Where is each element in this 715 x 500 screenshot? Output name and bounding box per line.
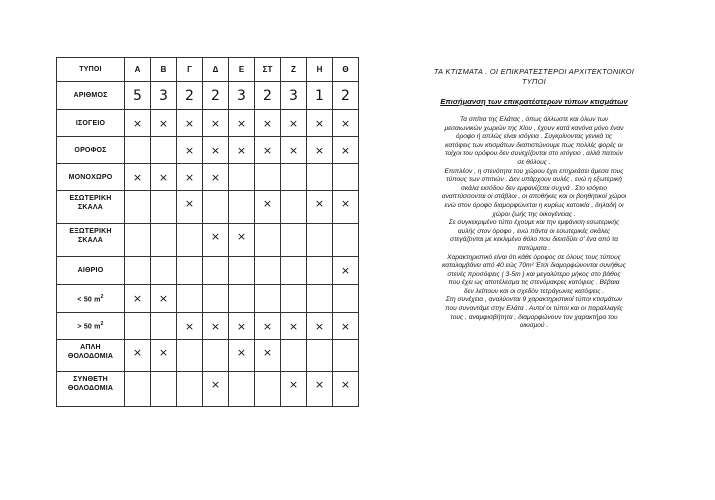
mark-cell (281, 224, 307, 257)
count-cell: 1 (307, 82, 333, 110)
mark-cell (229, 191, 255, 224)
mark-cell (307, 164, 333, 191)
table-row-isogeio (57, 110, 359, 137)
mark-cell: × (203, 110, 229, 137)
row-label-line: ΕΣΩΤΕΡΙΚΗ (69, 195, 112, 202)
count-cell: 3 (151, 82, 177, 110)
mark-cell: × (255, 191, 281, 224)
mark-cell: × (151, 285, 177, 313)
type-header-cell: Γ (177, 58, 203, 82)
mark-cell (333, 164, 359, 191)
count-cell: 2 (203, 82, 229, 110)
mark-cell (125, 257, 151, 285)
mark-cell (255, 372, 281, 407)
mark-cell (177, 372, 203, 407)
row-label-text: ΑΙΘΡΙΟ (77, 267, 104, 274)
body-text-line: χώροι ζωής της οικογένειας . (492, 210, 576, 218)
count-cell: 5 (125, 82, 151, 110)
body-text-line: σε θόλους . (517, 158, 551, 166)
count-cell: 3 (281, 82, 307, 110)
mark-cell (203, 285, 229, 313)
count-cell: 2 (333, 82, 359, 110)
mark-cell: × (333, 313, 359, 340)
mark-cell (255, 224, 281, 257)
mark-cell: × (281, 110, 307, 137)
row-label (57, 164, 125, 191)
mark-cell: × (255, 340, 281, 372)
body-text-line: Τα σπίτια της Ελάτας , όπως άλλωστε και όλων των (459, 116, 609, 123)
mark-cell (307, 257, 333, 285)
mark-cell: × (307, 313, 333, 340)
count-cell: 3 (229, 82, 255, 110)
mark-cell: × (203, 137, 229, 164)
body-text-line: τους , αναμφισβήτητα , διαμορφώνουν τον χαρακτήρα του (450, 313, 618, 321)
body-text-line: Επιπλέον , η στενότητα του χώρου έχει επηρεάσει άμεσα τους (444, 167, 624, 175)
mark-cell: × (125, 110, 151, 137)
body-text-line: σκάλα εισόδου δεν εμφανίζεται συχνά . Στο ισόγειο (460, 184, 608, 192)
row-label (57, 110, 125, 137)
body-text-line: κατόψεις των κτισμάτων διαπιστώνουμε πως πολλές φορές οι (445, 141, 623, 149)
mark-cell: × (229, 340, 255, 372)
mark-cell (177, 340, 203, 372)
mark-cell: × (203, 313, 229, 340)
row-label-sup: 2 (100, 293, 104, 300)
mark-cell: × (151, 164, 177, 191)
table-row-aithrio (57, 257, 359, 285)
table-row-syntheti-tholodomia (57, 372, 359, 407)
table-row-gt50 (57, 313, 359, 340)
section-subtitle: Επισήμανση των επικρατέστερων τύπων κτισμάτων (440, 97, 628, 106)
row-label (57, 224, 125, 257)
mark-cell (177, 257, 203, 285)
building-types-table (56, 57, 359, 407)
row-label-line: ΘΟΛΟΔΟΜΙΑ (67, 385, 114, 392)
mark-cell (125, 137, 151, 164)
body-text-line: τύπους των σπιτιών . Δεν υπάρχουν αυλές , ενώ η εξωτερική (446, 176, 622, 184)
mark-cell (281, 164, 307, 191)
mark-cell (177, 224, 203, 257)
row-label-text: < 50 m (77, 296, 101, 304)
mark-cell: × (229, 224, 255, 257)
mark-cell: × (177, 110, 203, 137)
mark-cell (229, 257, 255, 285)
count-cell: 2 (255, 82, 281, 110)
mark-cell (281, 340, 307, 372)
body-text-line: Στη συνέχεια , αναλύονται 9 χαρακτηριστικοί τύποι κτισμάτων (445, 296, 623, 304)
row-label (57, 257, 125, 285)
body-text-line: οικισμού . (519, 322, 549, 330)
table-row-arithmos (57, 82, 359, 110)
mark-cell: × (177, 164, 203, 191)
body-text (405, 116, 663, 331)
row-label (57, 372, 125, 407)
body-text-line: Χαρακτηριστικό είναι ότι κάθε όροφος σε όλους τους τύπους (447, 253, 621, 261)
row-label-line: ΣΥΝΘΕΤΗ (73, 376, 108, 383)
row-label-line: ΣΚΑΛΑ (77, 237, 104, 244)
mark-cell (281, 285, 307, 313)
table-row-lt50 (57, 285, 359, 313)
mark-cell: × (333, 191, 359, 224)
mark-cell (203, 191, 229, 224)
row-label-sup: 2 (100, 321, 104, 328)
row-label-line: ΣΚΑΛΑ (77, 204, 104, 211)
mark-cell (229, 285, 255, 313)
mark-cell: × (151, 110, 177, 137)
mark-cell (307, 224, 333, 257)
body-text-line: πατώματα . (517, 244, 551, 252)
mark-cell (203, 257, 229, 285)
type-header-cell: Ε (229, 58, 255, 82)
type-header-cell: ΣΤ (255, 58, 281, 82)
body-text-line: αναπτύσσονται οι στάβλοι , οι αποθήκες και οι βοηθητικοί χώροι (441, 193, 627, 201)
mark-cell (125, 191, 151, 224)
mark-cell: × (307, 191, 333, 224)
mark-cell: × (177, 313, 203, 340)
mark-cell: × (255, 313, 281, 340)
row-label (57, 82, 125, 110)
row-label-line: ΘΟΛΟΔΟΜΙΑ (67, 353, 114, 360)
body-text-line: μεσαιωνικών χωριών της Χίου , έχουν κατά κανόνα μόνο έναν (444, 124, 624, 132)
type-header-cell: Θ (333, 58, 359, 82)
row-label (57, 285, 125, 313)
row-label-text: ΙΣΟΓΕΙΟ (75, 119, 106, 127)
body-text-line: στεγάζονται με κεκλιμένο θόλο που διεισδύει σ' ένα από τα (449, 236, 619, 244)
mark-cell: × (229, 313, 255, 340)
mark-cell: × (333, 257, 359, 285)
body-text-line: καταλαμβάνει από 40 εώς 70m² Έτσι διαμορφώνονται συνήθως (442, 262, 626, 270)
mark-cell: × (177, 137, 203, 164)
table-row-exwteriki-skala (57, 224, 359, 257)
table-row-eswteriki-skala (57, 191, 359, 224)
section-title-line: ΤΑ ΚΤΙΣΜΑΤΑ . ΟΙ ΕΠΙΚΡΑΤΕΣΤΕΡΟΙ ΑΡΧΙΤΕΚΤΟΝΙΚΟΙ (433, 67, 635, 76)
row-label (57, 137, 125, 164)
mark-cell: × (333, 137, 359, 164)
mark-cell: × (151, 340, 177, 372)
table-row-apli-tholodomia (57, 340, 359, 372)
row-label (57, 191, 125, 224)
mark-cell (151, 313, 177, 340)
body-text-line: αυλής στον όροφο , ενώ πάντα οι εσωτερικές σκάλες (457, 227, 611, 235)
row-label-text: > 50 m (77, 323, 101, 331)
mark-cell: × (281, 372, 307, 407)
section-title-line: ΤΥΠΟΙ (521, 77, 547, 86)
mark-cell (177, 285, 203, 313)
mark-cell: × (281, 313, 307, 340)
text-panel (405, 67, 663, 331)
mark-cell (125, 372, 151, 407)
row-label (57, 340, 125, 372)
mark-cell: × (229, 137, 255, 164)
body-text-line: που έχει ως αποτέλεσμα τις στενόμακρες κατόψεις . Βέβαια (448, 279, 620, 287)
mark-cell: × (255, 137, 281, 164)
body-text-line: δεν λείπουν και οι σχεδόν τετράγωνες κατόψεις . (463, 287, 605, 295)
body-text-line: στενές προσόψεις ( 3-5m ) και μεγαλύτερο μήκος στο βάθος (447, 270, 621, 278)
row-label-text: ΑΡΙΘΜΟΣ (73, 92, 108, 99)
mark-cell (125, 313, 151, 340)
mark-cell: × (307, 137, 333, 164)
mark-cell (281, 257, 307, 285)
body-text-line: Σε συγκεκριμένο τύπο έχουμε και την εμφάνιση εσωτερικής (448, 219, 620, 227)
mark-cell: × (333, 372, 359, 407)
mark-cell (151, 137, 177, 164)
body-text-line: που συναντάμε στην Ελάτα . Αυτοί οι τύποι και οι παραλλαγές (445, 305, 623, 313)
body-text-line: τοίχοι του ορόφου δεν συνεχίζονται στο ισόγειο , αλλά πατούν (445, 150, 623, 158)
mark-cell: × (281, 137, 307, 164)
mark-cell (151, 257, 177, 285)
type-header-cell: Β (151, 58, 177, 82)
mark-cell (307, 340, 333, 372)
type-header-cell: Ζ (281, 58, 307, 82)
count-cell: 2 (177, 82, 203, 110)
mark-cell: × (229, 110, 255, 137)
body-text-line: ενώ στον όροφο διαμορφώνεται η κυρίως κατοικία , δηλαδή οι (444, 201, 624, 209)
type-header-cell: Δ (203, 58, 229, 82)
mark-cell: × (203, 224, 229, 257)
type-header-cell: Α (125, 58, 151, 82)
mark-cell (151, 372, 177, 407)
mark-cell: × (203, 164, 229, 191)
mark-cell (125, 224, 151, 257)
row-label-line: ΑΠΛΗ (80, 344, 101, 351)
mark-cell: × (125, 340, 151, 372)
row-label (57, 313, 125, 340)
mark-cell (255, 257, 281, 285)
mark-cell (229, 372, 255, 407)
mark-cell (203, 340, 229, 372)
mark-cell (255, 285, 281, 313)
mark-cell: × (307, 110, 333, 137)
mark-cell (307, 285, 333, 313)
body-text-line: όροφο ή απλώς είναι ισόγεια . Συγκρίνοντας γενικά τις (455, 133, 613, 141)
table-header-row (57, 58, 359, 82)
row-label-text: ΟΡΟΦΟΣ (74, 146, 107, 154)
mark-cell: × (203, 372, 229, 407)
row-label-line: ΕΞΩΤΕΡΙΚΗ (69, 228, 112, 235)
mark-cell (151, 224, 177, 257)
mark-cell: × (255, 110, 281, 137)
mark-cell (151, 191, 177, 224)
mark-cell: × (125, 164, 151, 191)
mark-cell (333, 285, 359, 313)
header-label: ΤΥΠΟΙ (57, 58, 125, 82)
table-row-monoxwro (57, 164, 359, 191)
mark-cell: × (333, 110, 359, 137)
mark-cell (333, 224, 359, 257)
type-header-cell: Η (307, 58, 333, 82)
mark-cell (281, 191, 307, 224)
mark-cell: × (177, 191, 203, 224)
mark-cell (333, 340, 359, 372)
mark-cell: × (307, 372, 333, 407)
section-title (405, 67, 663, 87)
mark-cell: × (125, 285, 151, 313)
mark-cell (255, 164, 281, 191)
table-row-orofos (57, 137, 359, 164)
mark-cell (229, 164, 255, 191)
row-label-text: ΜΟΝΟΧΩΡΟ (68, 173, 113, 181)
